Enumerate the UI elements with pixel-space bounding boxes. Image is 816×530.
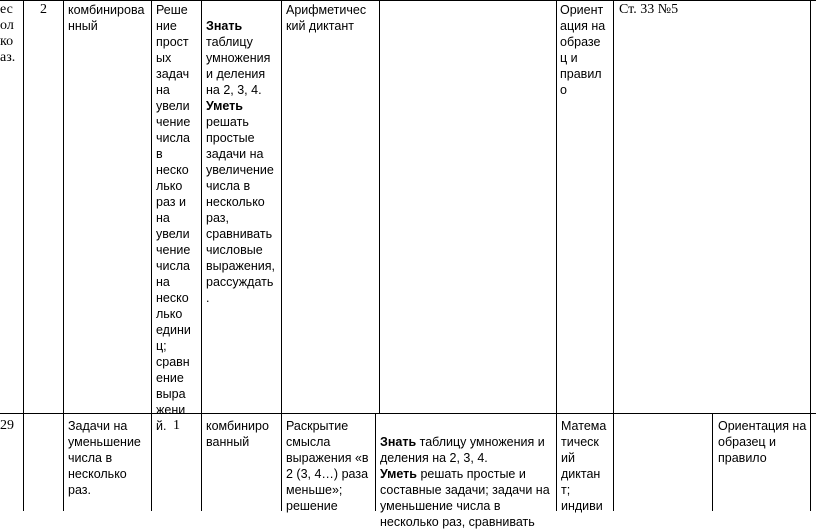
row2-orientation: Ориентация на образец и правило [718,419,807,465]
table-top-border [0,0,816,1]
row2-col-line [556,413,557,511]
row2-col-line [810,413,811,511]
row1-col-line [810,0,811,413]
row2-requirements [380,418,555,530]
row1-control: Арифметичес кий диктант [286,3,367,33]
row-separator [0,413,816,414]
row2-col-line [712,413,713,511]
row2-col-line [375,413,376,511]
row2-number: 29 [0,418,14,433]
row1-col-line [556,0,557,413]
row1-col-line [379,0,380,413]
row2-control: Матема тическ ий диктан т; индиви [561,419,607,513]
row1-cut-cell: ес ол ко аз. [0,2,16,65]
row1-orientation: Ориент ация на образе ц и правил о [560,3,606,97]
row2-hours: 1 [173,418,180,433]
row1-col-line [23,0,24,413]
row2-col-line [281,413,282,511]
row1-col-line [151,0,152,413]
row1-number: 2 [40,2,47,17]
know-label: Знать [206,19,243,33]
row1-col-line [613,0,614,413]
know-label: Знать [380,435,417,449]
can-label: Уметь [206,99,243,113]
row1-homework: Ст. 33 №5 [619,2,679,17]
row2-lesson-type: комбиниро ванный [206,419,269,449]
row2-col-line [201,413,202,511]
row2-col-line [63,413,64,511]
row1-col-line [281,0,282,413]
row2-topic: Задачи на уменьшение числа в несколько раз. [68,419,141,497]
row1-col-line [201,0,202,413]
row1-lesson-type: комбинирова нный [68,3,145,33]
can-label: Уметь [380,467,417,481]
know-text: таблицу умножения и деления на 2, 3, 4. [206,35,271,97]
row1-requirements [206,2,280,306]
can-text: решать простые и составные задачи; задачи на уменьшение числа в несколько раз, сравнивать [380,467,550,529]
row1-col-line [63,0,64,413]
row2-col-line [23,413,24,511]
row2-content: Раскрытие смысла выражения «в 2 (3, 4…) раза меньше»; решение [286,419,369,513]
can-text: решать простые задачи на увеличение числа в несколько раз, сравнивать числовые выражения, рассуждать . [206,115,275,305]
row2-col-line [613,413,614,511]
know-text: таблицу умножения и деления на 2, 3, 4. [380,435,545,465]
row1-topic: Реше ние прост ых задач на увели чение числа в неско лько раз и на увели чение числа на неско лько едини ц; сравн ение выра жени й. [156,3,191,433]
